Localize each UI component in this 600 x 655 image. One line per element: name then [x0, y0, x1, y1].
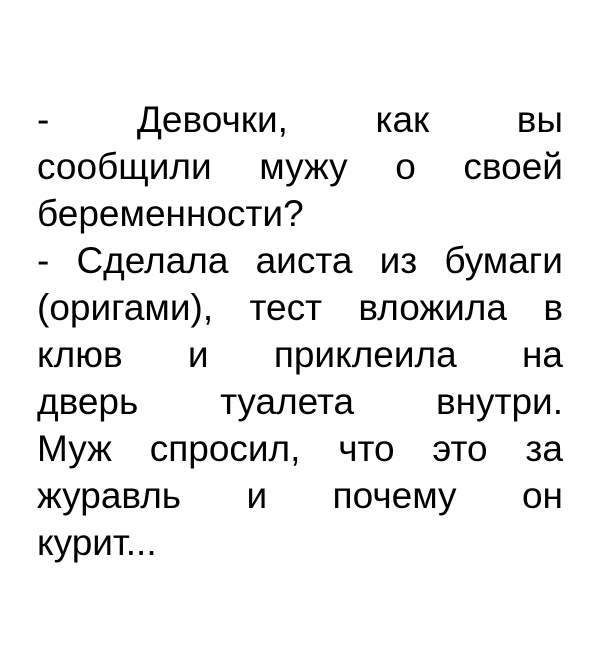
- text-word: он: [521, 475, 563, 516]
- text-word: вложила: [358, 287, 507, 328]
- text-word: почему: [332, 475, 457, 516]
- text-word: Сделала: [76, 240, 229, 281]
- text-word: приклеила: [273, 334, 457, 375]
- text-word: дверь: [37, 381, 139, 422]
- text-word: -: [37, 99, 50, 140]
- text-line: [37, 284, 563, 331]
- text-word: за: [525, 428, 563, 469]
- text-line: [37, 143, 563, 190]
- text-line: курит...: [37, 522, 157, 563]
- text-word: (оригами),: [37, 287, 214, 328]
- joke-text-block: [37, 96, 563, 566]
- text-word: своей: [463, 146, 563, 187]
- text-word: сообщили: [37, 146, 212, 187]
- text-word: как: [375, 99, 430, 140]
- text-line: беременности?: [37, 193, 304, 234]
- text-word: спросил,: [149, 428, 301, 469]
- text-line: [37, 425, 563, 472]
- text-word: бумаги: [444, 240, 563, 281]
- text-line: [37, 331, 563, 378]
- text-word: на: [521, 334, 563, 375]
- text-word: -: [37, 240, 50, 281]
- text-word: внутри.: [435, 381, 563, 422]
- text-word: из: [379, 240, 418, 281]
- text-line: [37, 237, 563, 284]
- text-word: мужу: [259, 146, 348, 187]
- text-word: аиста: [255, 240, 353, 281]
- text-word: в: [543, 287, 563, 328]
- text-word: и: [187, 334, 209, 375]
- text-word: вы: [516, 99, 563, 140]
- text-word: что: [338, 428, 395, 469]
- text-word: Девочки,: [136, 99, 288, 140]
- text-word: клюв: [37, 334, 123, 375]
- text-word: о: [395, 146, 416, 187]
- text-line: [37, 472, 563, 519]
- text-word: Муж: [37, 428, 112, 469]
- text-word: туалета: [220, 381, 355, 422]
- text-line: [37, 96, 563, 143]
- text-word: тест: [249, 287, 323, 328]
- text-word: журавль: [37, 475, 182, 516]
- text-line: [37, 378, 563, 425]
- text-word: и: [246, 475, 268, 516]
- text-word: это: [432, 428, 488, 469]
